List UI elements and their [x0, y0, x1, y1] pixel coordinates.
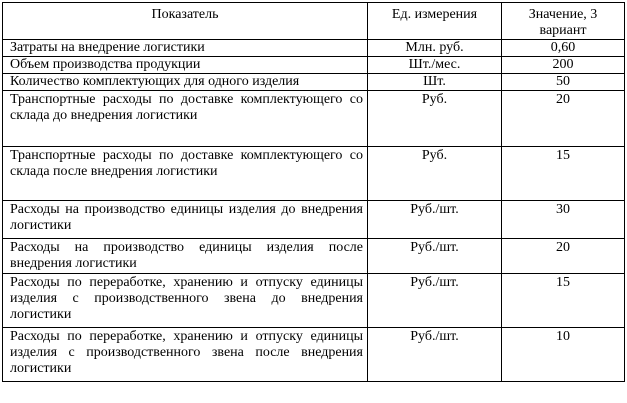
row-indicator: Расходы на производство единицы изделия после внедрения логистики: [3, 239, 368, 274]
row-value: 30: [502, 201, 625, 239]
table-row: [3, 57, 625, 74]
row-unit: Руб./шт.: [368, 274, 502, 328]
row-indicator: Количество комплектующих для одного изделия: [3, 74, 368, 91]
row-value: 200: [502, 57, 625, 74]
row-value: 0,60: [502, 40, 625, 57]
row-value: 20: [502, 91, 625, 147]
table-row: [3, 91, 625, 147]
table-row: [3, 147, 625, 201]
row-unit: Руб.: [368, 147, 502, 201]
table-row: [3, 201, 625, 239]
row-unit: Шт./мес.: [368, 57, 502, 74]
row-unit: Руб./шт.: [368, 239, 502, 274]
row-value: 20: [502, 239, 625, 274]
table-row: [3, 40, 625, 57]
row-value: 15: [502, 274, 625, 328]
row-indicator: Транспортные расходы по доставке комплектующего со склада после внедрения логистики: [3, 147, 368, 201]
table-header-row: [3, 3, 625, 40]
row-indicator: Расходы по переработке, хранению и отпуску единицы изделия с производственного звена до внедрения логистики: [3, 274, 368, 328]
row-unit: Шт.: [368, 74, 502, 91]
row-unit: Млн. руб.: [368, 40, 502, 57]
data-table: [2, 2, 625, 382]
table-row: [3, 274, 625, 328]
row-indicator: Затраты на внедрение логистики: [3, 40, 368, 57]
row-indicator: Объем производства продукции: [3, 57, 368, 74]
row-value: 10: [502, 328, 625, 382]
row-unit: Руб./шт.: [368, 328, 502, 382]
row-indicator: Расходы по переработке, хранению и отпуску единицы изделия с производственного звена после внедрения логистики: [3, 328, 368, 382]
row-unit: Руб./шт.: [368, 201, 502, 239]
table-row: [3, 74, 625, 91]
header-indicator: Показатель: [3, 3, 368, 40]
row-unit: Руб.: [368, 91, 502, 147]
header-value: Значение, 3 вариант: [502, 3, 625, 40]
row-value: 15: [502, 147, 625, 201]
header-unit: Ед. измерения: [368, 3, 502, 40]
row-indicator: Транспортные расходы по доставке комплектующего со склада до внедрения логистики: [3, 91, 368, 147]
row-indicator: Расходы на производство единицы изделия до внедрения логистики: [3, 201, 368, 239]
table-row: [3, 239, 625, 274]
table-row: [3, 328, 625, 382]
row-value: 50: [502, 74, 625, 91]
